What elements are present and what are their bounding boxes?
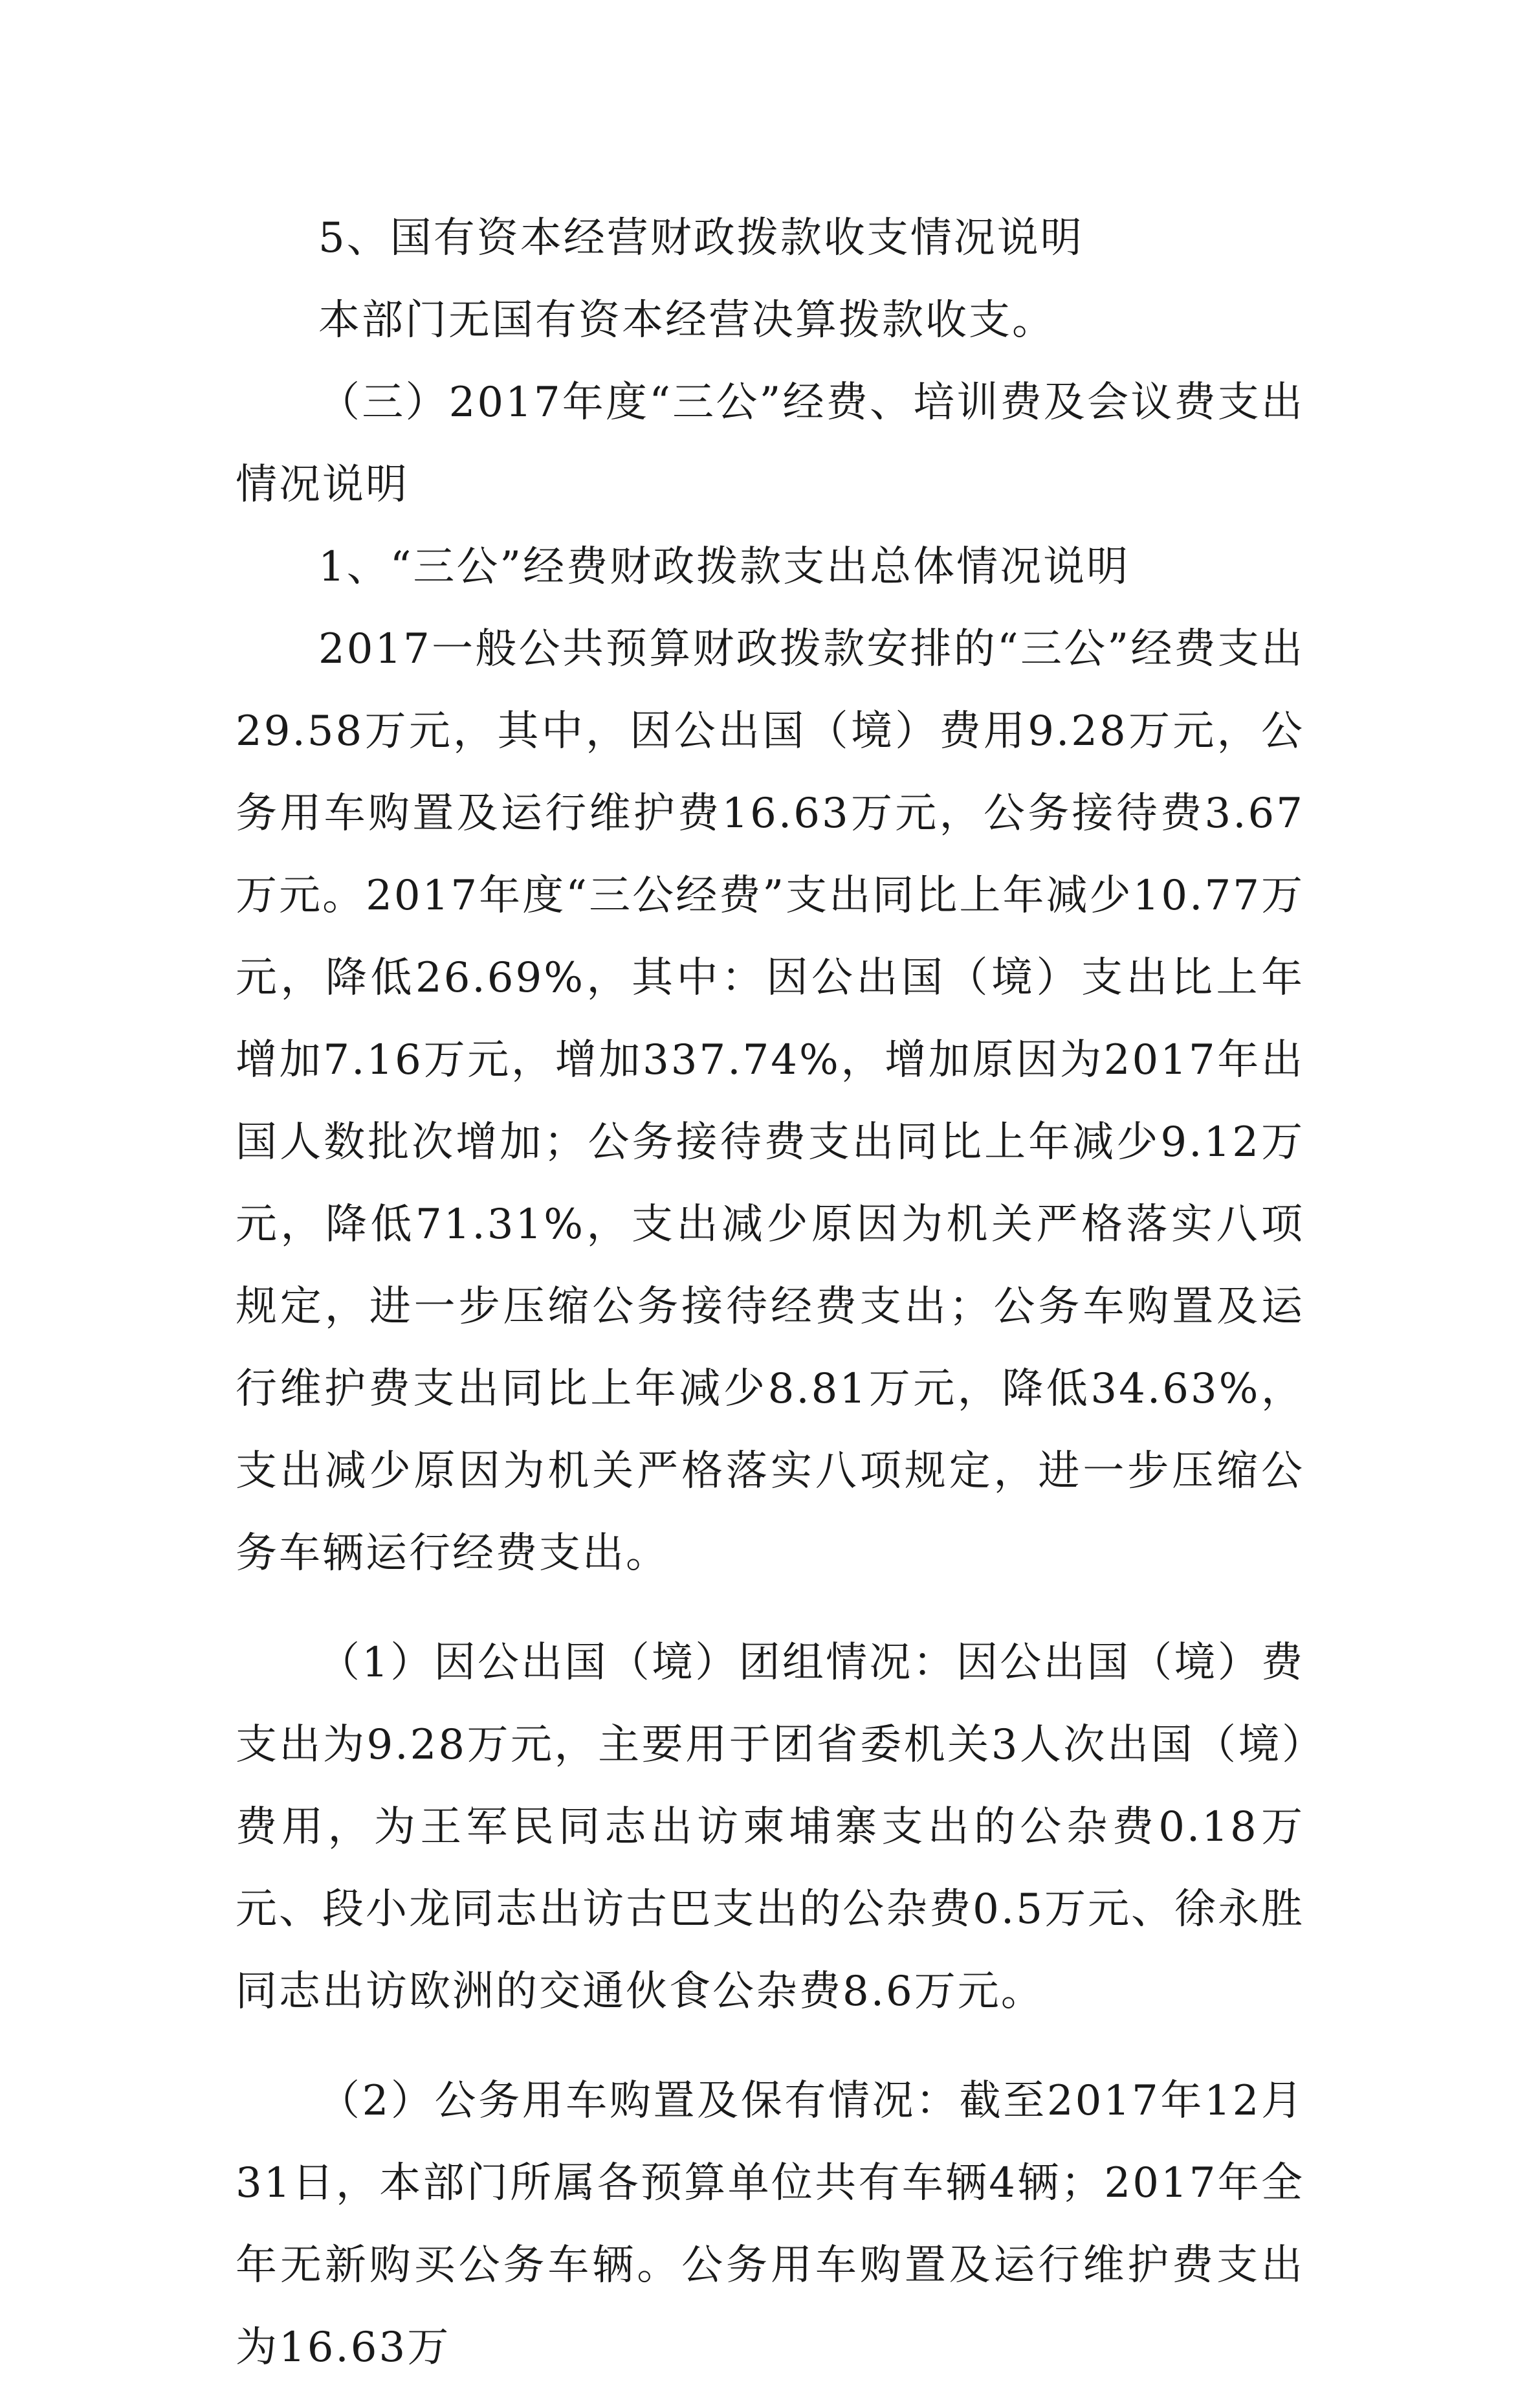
section-heading-three-public-expenses: （三）2017年度“三公”经费、培训费及会议费支出情况说明: [236, 379, 1304, 509]
paragraph-overseas-delegations: （1）因公出国（境）团组情况：因公出国（境）费支出为9.28万元，主要用于团省委机关3人次出国（境）费用，为王军民同志出访柬埔寨支出的公杂费0.18万元、段小龙同志出访古巴支出的公杂费0.5万元、徐永胜同志出访欧洲的交通伙食公杂费8.6万元。: [236, 1639, 1304, 2016]
subsection-heading-overall: 1、“三公”经费财政拨款支出总体情况说明: [318, 543, 1130, 591]
paragraph-no-state-capital: 本部门无国有资本经营决算拨款收支。: [318, 296, 1055, 344]
paragraph-overall-expenses: 2017一般公共预算财政拨款安排的“三公”经费支出29.58万元，其中，因公出国（境）费用9.28万元，公务用车购置及运行维护费16.63万元，公务接待费3.67万元。2017年度“三公经费”支出同比上年减少10.77万元，降低26.69%，其中：因公出国（境）支出比上年增加7.16万元，增加337.74%，增加原因为2017年出国人数批次增加；公务接待费支出同比上年减少9.12万元，降低71.31%，支出减少原因为机关严格落实八项规定，进一步压缩公务接待经费支出；公务车购置及运行维护费支出同比上年减少8.81万元，降低34.63%，支出减少原因为机关严格落实八项规定，进一步压缩公务车辆运行经费支出。: [236, 625, 1304, 1577]
section-heading-state-capital: 5、国有资本经营财政拨款收支情况说明: [318, 214, 1084, 262]
document-page: [236, 197, 1304, 2389]
paragraph-official-vehicles: （2）公务用车购置及保有情况：截至2017年12月31日，本部门所属各预算单位共有车辆4辆；2017年全年无新购买公务车辆。公务用车购置及运行维护费支出为16.63万: [236, 2077, 1304, 2372]
